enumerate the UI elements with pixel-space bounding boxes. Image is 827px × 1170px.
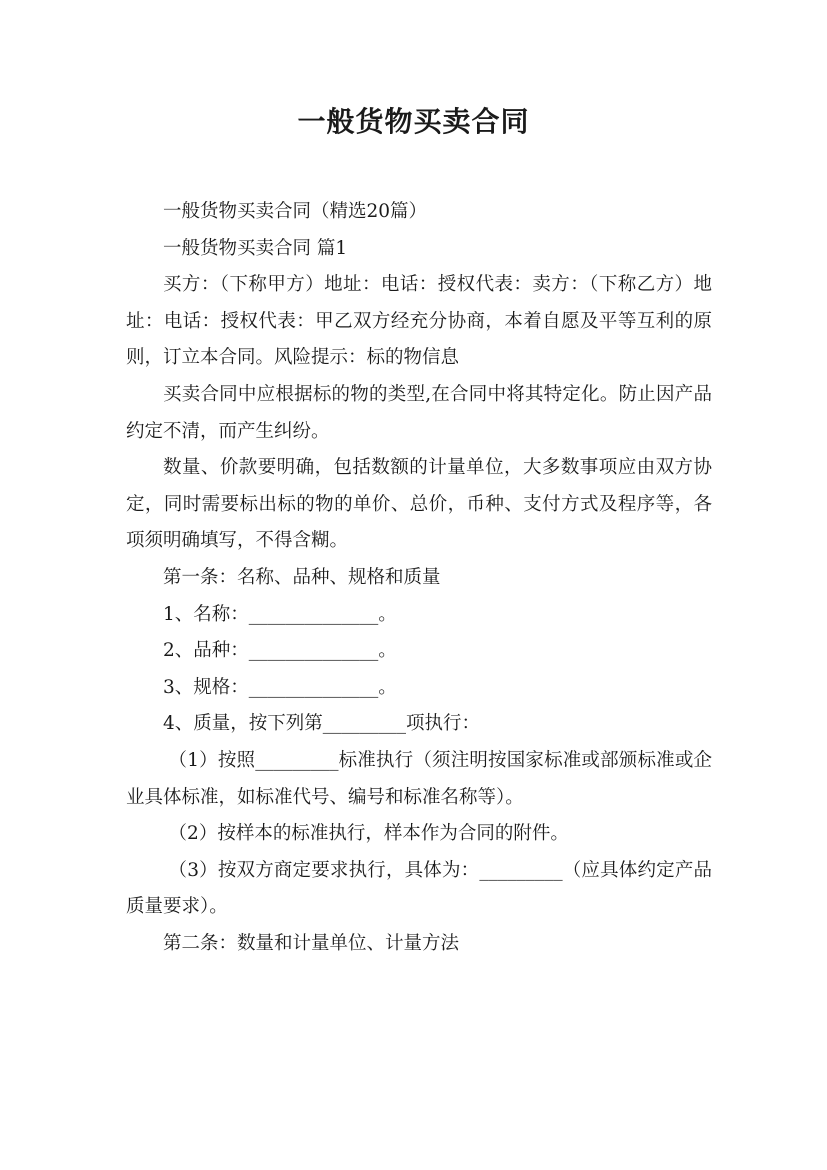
paragraph-article-2: 第二条：数量和计量单位、计量方法 bbox=[163, 932, 460, 954]
document-body bbox=[126, 194, 712, 962]
paragraph-quality-option-2: （2）按样本的标准执行，样本作为合同的附件。 bbox=[168, 823, 569, 845]
document-title: 一般货物买卖合同 bbox=[297, 105, 530, 138]
paragraph-parties: 买方：（下称甲方）地址：电话：授权代表：卖方：（下称乙方）地址：电话：授权代表：甲乙双方经充分协商，本着自愿及平等互利的原则，订立本合同。风险提示：标的物信息 bbox=[126, 274, 712, 369]
paragraph-specification: 买卖合同中应根据标的物的类型,在合同中将其特定化。防止因产品约定不清，而产生纠纷。 bbox=[126, 383, 712, 442]
paragraph-item-spec: 3、规格：______________。 bbox=[163, 676, 397, 698]
paragraph-section-heading: 一般货物买卖合同 篇1 bbox=[163, 237, 348, 259]
paragraph-subtitle: 一般货物买卖合同（精选20篇） bbox=[163, 201, 428, 222]
paragraph-item-quality: 4、质量，按下列第_________项执行： bbox=[163, 713, 481, 735]
paragraph-quality-option-3: （3）按双方商定要求执行，具体为：_________（应具体约定产品质量要求）。 bbox=[126, 859, 712, 918]
paragraph-quality-option-1: （1）按照_________标准执行（须注明按国家标准或部颁标准或企业具体标准，如标准代号、编号和标准名称等）。 bbox=[126, 749, 712, 808]
paragraph-item-variety: 2、品种：______________。 bbox=[163, 640, 397, 662]
paragraph-item-name: 1、名称：______________。 bbox=[163, 603, 397, 625]
paragraph-article-1: 第一条：名称、品种、规格和质量 bbox=[163, 566, 441, 588]
paragraph-quantity-price: 数量、价款要明确，包括数额的计量单位，大多数事项应由双方协定，同时需要标出标的物的单价、总价，币种、支付方式及程序等，各项须明确填写，不得含糊。 bbox=[126, 457, 712, 552]
